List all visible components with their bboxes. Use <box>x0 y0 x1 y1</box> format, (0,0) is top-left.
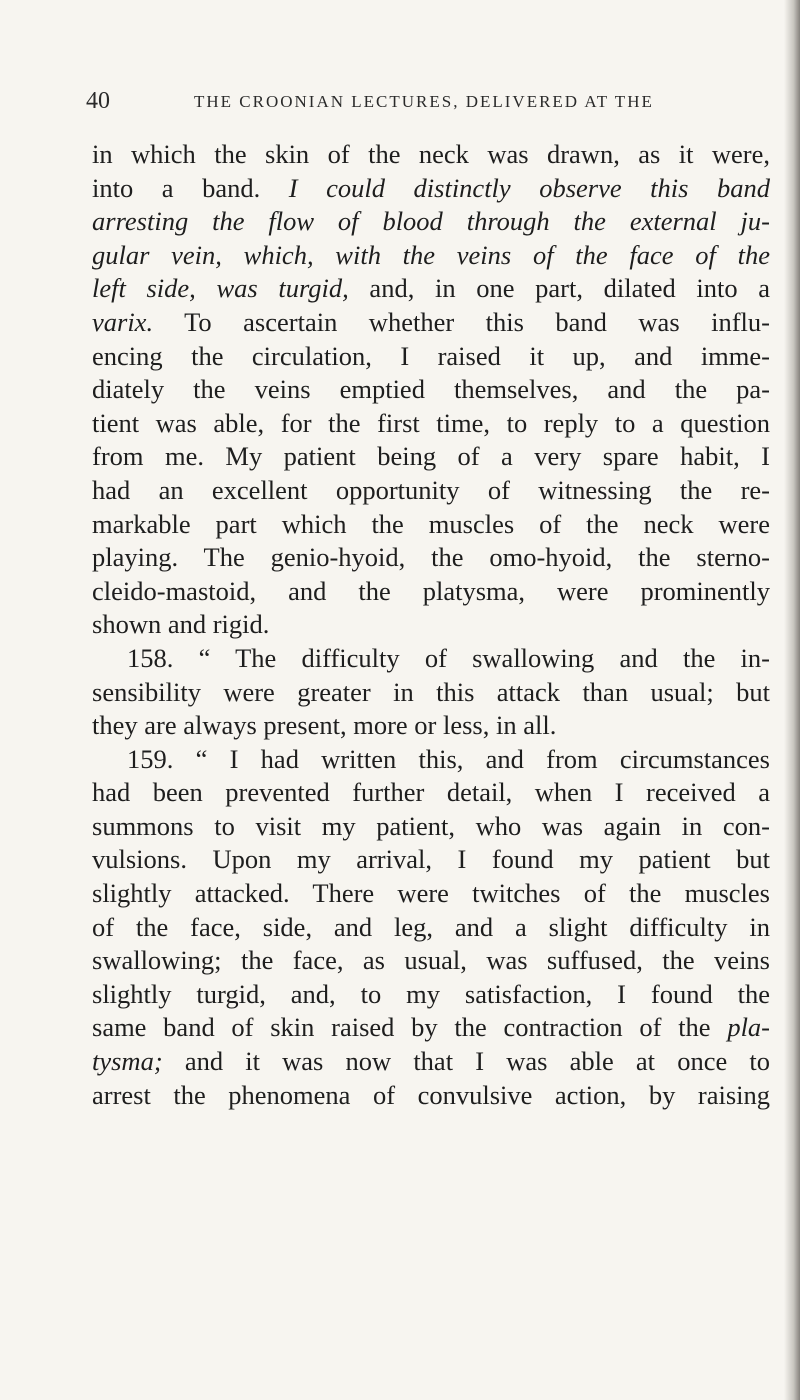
text-segment: and it was now that I was able at once to <box>162 1046 770 1077</box>
text-segment: into a band. <box>92 172 289 203</box>
text-segment: tient was able, for the first time, to reply to a question <box>92 407 770 438</box>
text-segment: slightly attacked. There were twitches of the muscles <box>92 878 770 909</box>
text-segment: of the face, side, and leg, and a slight difficulty in <box>92 911 770 942</box>
text-line <box>92 306 770 340</box>
text-segment: 158. “ The difficulty of swallowing and the in- <box>127 642 770 673</box>
text-segment: in which the skin of the neck was drawn, as it were, <box>92 139 770 169</box>
text-line <box>92 944 770 978</box>
text-line <box>92 407 770 441</box>
text-line <box>92 541 770 575</box>
text-segment: markable part which the muscles of the neck were <box>92 508 770 539</box>
text-line <box>92 810 770 844</box>
text-line <box>92 642 770 676</box>
running-head <box>86 88 766 118</box>
italic-text-segment: pla- <box>727 1012 770 1043</box>
text-line <box>92 373 770 407</box>
text-line <box>92 474 770 508</box>
text-line <box>92 709 770 743</box>
running-title: THE CROONIAN LECTURES, DELIVERED AT THE <box>194 92 654 111</box>
text-segment: from me. My patient being of a very spare habit, I <box>92 441 770 472</box>
text-line <box>92 743 770 777</box>
italic-text-segment: tysma; <box>92 1046 163 1077</box>
italic-text-segment: varix. <box>92 306 154 337</box>
text-line <box>92 205 770 239</box>
text-line <box>92 776 770 810</box>
italic-text-segment: gular vein, which, with the veins of the face of the <box>92 239 770 270</box>
italic-text-segment: left side, was turgid, <box>92 273 349 304</box>
text-segment: swallowing; the face, as usual, was suffused, the veins <box>92 945 770 976</box>
text-segment: slightly turgid, and, to my satisfaction, I found the <box>92 978 770 1009</box>
text-segment: had been prevented further detail, when I received a <box>92 777 770 808</box>
text-segment: To ascertain whether this band was influ- <box>153 306 770 337</box>
page-edge-shadow <box>784 0 800 1400</box>
text-line <box>92 172 770 206</box>
text-segment: had an excellent opportunity of witnessing the re- <box>92 474 770 505</box>
text-segment: encing the circulation, I raised it up, and imme- <box>92 340 770 371</box>
text-segment: vulsions. Upon my arrival, I found my patient but <box>92 844 770 875</box>
text-line <box>92 911 770 945</box>
text-line <box>92 843 770 877</box>
text-line <box>92 1079 770 1113</box>
body-text <box>92 138 770 1112</box>
text-line <box>92 508 770 542</box>
text-line <box>92 340 770 374</box>
text-line <box>92 575 770 609</box>
text-segment: diately the veins emptied themselves, and the pa- <box>92 374 770 405</box>
text-segment: 159. “ I had written this, and from circumstances <box>127 743 770 774</box>
text-line <box>92 877 770 911</box>
text-segment: summons to visit my patient, who was again in con- <box>92 810 770 841</box>
text-line <box>92 978 770 1012</box>
text-line <box>92 676 770 710</box>
page-number: 40 <box>86 88 110 114</box>
text-segment: shown and rigid. <box>92 609 270 640</box>
text-segment: cleido-mastoid, and the platysma, were prominently <box>92 575 770 606</box>
italic-text-segment: arresting the flow of blood through the external ju- <box>92 206 770 237</box>
text-segment: arrest the phenomena of convulsive action, by raising <box>92 1079 770 1110</box>
text-segment: they are always present, more or less, in all. <box>92 710 557 741</box>
text-line <box>92 608 770 642</box>
text-line <box>92 272 770 306</box>
text-segment: sensibility were greater in this attack than usual; but <box>92 676 770 707</box>
text-line <box>92 440 770 474</box>
text-segment: playing. The genio-hyoid, the omo-hyoid, the sterno- <box>92 542 770 573</box>
text-segment: and, in one part, dilated into a <box>348 273 770 304</box>
text-line <box>92 239 770 273</box>
text-line <box>92 1011 770 1045</box>
text-line <box>92 1045 770 1079</box>
text-segment: same band of skin raised by the contraction of the <box>92 1012 728 1043</box>
text-line <box>92 138 770 172</box>
italic-text-segment: I could distinctly observe this band <box>288 172 770 203</box>
